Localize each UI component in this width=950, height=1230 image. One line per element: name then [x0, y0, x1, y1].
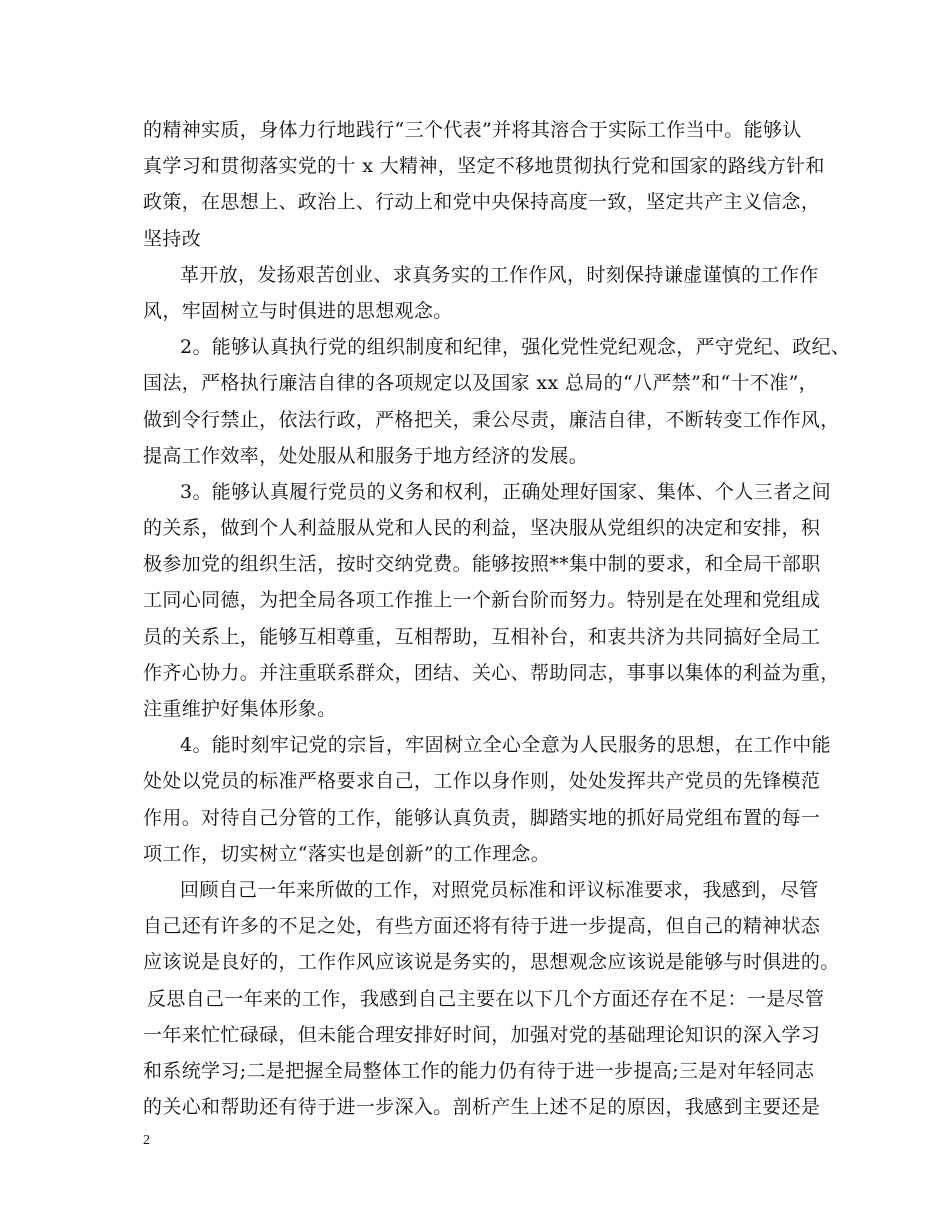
text-line: 应该说是良好的，工作作风应该说是务实的，思想观念应该说是能够与时俱进的。: [143, 951, 840, 974]
text-line: 一年来忙忙碌碌，但未能合理安排好时间，加强对党的基础理论知识的深入学习: [143, 1023, 821, 1046]
document-body: [143, 112, 851, 1125]
text-line: 风，牢固树立与时俱进的思想观念。: [143, 299, 453, 322]
text-line: 极参加党的组织生活，按时交纳党费。能够按照**集中制的要求，和全局干部职: [143, 553, 821, 576]
text-line: 的关系，做到个人利益服从党和人民的利益，坚决服从党组织的决定和安排，积: [143, 517, 821, 540]
text-line: 注重维护好集体形象。: [143, 698, 337, 720]
text-line: 作用。对待自己分管的工作，能够认真负责，脚踏实地的抓好局党组布置的每一: [143, 806, 821, 829]
text-line: 坚持改: [143, 227, 202, 250]
page-number: 2: [143, 1133, 150, 1148]
text-line: 作齐心协力。并注重联系群众，团结、关心、帮助同志，事事以集体的利益为重，: [143, 661, 840, 684]
text-line: 的关心和帮助还有待于进一步深入。剖析产生上述不足的原因，我感到主要还是: [143, 1096, 821, 1119]
text-line: 提高工作效率，处处服从和服务于地方经济的发展。: [143, 444, 589, 467]
text-line: 国法，严格执行廉洁自律的各项规定以及国家 xx 总局的“八严禁”和“十不准”，: [143, 372, 819, 395]
text-line: 政策，在思想上、政治上、行动上和党中央保持高度一致，坚定共产主义信念，: [143, 191, 821, 214]
text-line: 4。能时刻牢记党的宗旨，牢固树立全心全意为人民服务的思想，在工作中能: [180, 734, 831, 757]
text-line: 工同心同德，为把全局各项工作推上一个新台阶而努力。特别是在处理和党组成: [143, 589, 821, 612]
text-line: 做到令行禁止，依法行政，严格把关，秉公尽责，廉洁自律，不断转变工作作风，: [143, 408, 840, 431]
text-line: 革开放，发扬艰苦创业、求真务实的工作作风，时刻保持谦虚谨慎的工作作: [180, 263, 819, 286]
text-line: 反思自己一年来的工作，我感到自己主要在以下几个方面还存在不足：一是尽管: [147, 987, 825, 1010]
text-line: 真学习和贯彻落实党的十 x 大精神，坚定不移地贯彻执行党和国家的路线方针和: [143, 155, 825, 178]
text-line: 处处以党员的标准严格要求自己，工作以身作则，处处发挥共产党员的先锋模范: [143, 770, 821, 793]
text-line: 的精神实质，身体力行地践行“三个代表”并将其溶合于实际工作当中。能够认: [143, 119, 802, 141]
text-line: 3。能够认真履行党员的义务和权利，正确处理好国家、集体、个人三者之间: [180, 480, 831, 503]
text-line: 和系统学习;二是把握全局整体工作的能力仍有待于进一步提高;三是对年轻同志: [143, 1059, 815, 1082]
text-line: 回顾自己一年来所做的工作，对照党员标准和评议标准要求，我感到，尽管: [180, 878, 819, 901]
text-line: 2。能够认真执行党的组织制度和纪律，强化党性党纪观念，严守党纪、政纪、: [180, 336, 851, 359]
text-line: 员的关系上，能够互相尊重，互相帮助，互相补台，和衷共济为共同搞好全局工: [143, 625, 821, 648]
text-line: 自己还有许多的不足之处，有些方面还将有待于进一步提高，但自己的精神状态: [143, 915, 821, 938]
text-line: 项工作，切实树立“落实也是创新”的工作理念。: [143, 842, 551, 865]
